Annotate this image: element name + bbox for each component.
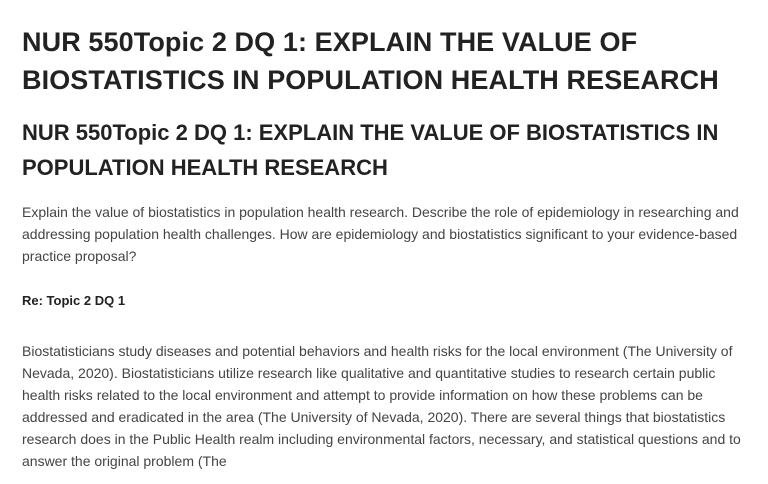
page-title: NUR 550Topic 2 DQ 1: EXPLAIN THE VALUE OF BIOSTATISTICS IN POPULATION HEALTH RESEARCH <box>22 27 719 95</box>
reply-label: Re: Topic 2 DQ 1 <box>22 293 126 308</box>
reply-body: Biostatisticians study diseases and potential behaviors and health risks for the local environment (The University of Nevada, 2020). Biostatisticians utilize research like qualitative and quantitative studies to research certain public health risks related to the local environment and attempt to provide information on how these problems can be addressed and eradicated in the area (The University of Nevada, 2020). There are several things that biostatistics research does in the Public Health realm including environmental factors, necessary, and statistical questions and to answer the original problem (The <box>22 343 741 469</box>
discussion-prompt: Explain the value of biostatistics in population health research. Describe the role of epidemiology in researching and addressing population health challenges. How are epidemiology and biostatistics significant to your evidence-based practice proposal? <box>22 204 739 264</box>
article-heading: NUR 550Topic 2 DQ 1: EXPLAIN THE VALUE OF BIOSTATISTICS IN POPULATION HEALTH RESEARCH <box>22 120 719 180</box>
